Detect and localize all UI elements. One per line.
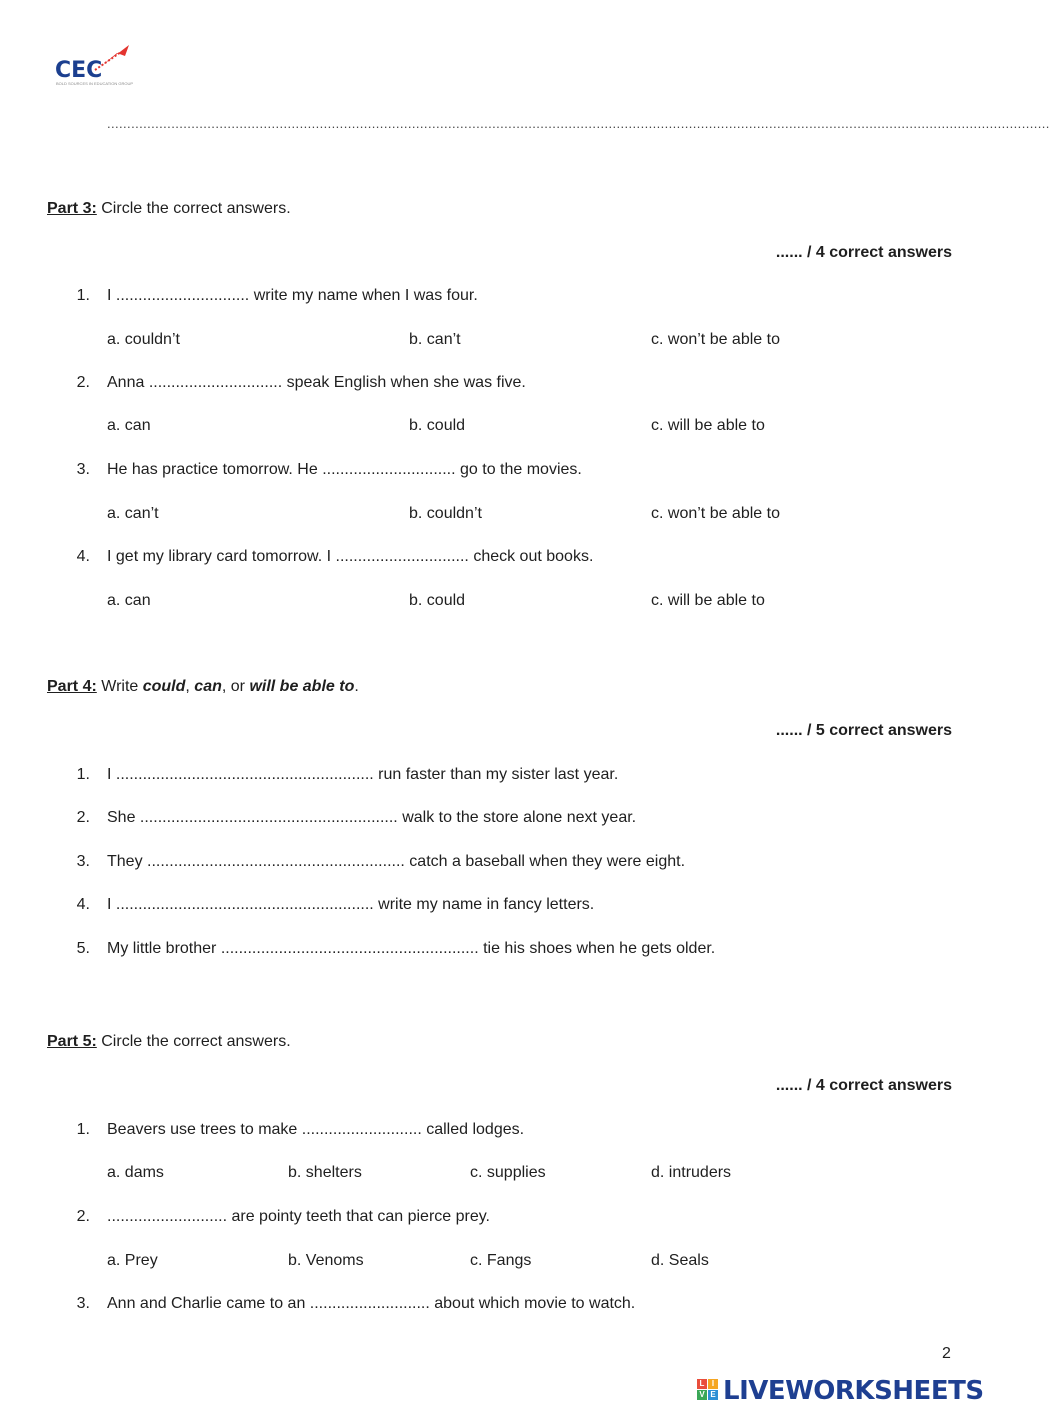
answer-option[interactable]: c. will be able to: [651, 417, 765, 434]
part5-heading: [47, 1032, 291, 1052]
question-number: 3.: [76, 461, 90, 478]
answer-option[interactable]: a. can: [107, 417, 151, 434]
answer-option[interactable]: a. Prey: [107, 1252, 158, 1269]
answer-option[interactable]: c. won’t be able to: [651, 505, 780, 522]
answer-option[interactable]: a. couldn’t: [107, 331, 180, 348]
brand-block-l: L: [697, 1379, 707, 1389]
question-number: 2.: [76, 809, 90, 826]
question-number: 1.: [76, 1121, 90, 1138]
question-number: 4.: [76, 548, 90, 565]
part4-word-will-be-able-to: will be able to: [249, 678, 355, 695]
fill-in-sentence[interactable]: They .......................................................... catch a baseball when they were eight.: [107, 853, 686, 870]
part4-score: ...... / 5 correct answers: [775, 722, 952, 739]
brand-block-e: E: [708, 1390, 718, 1400]
part4-word-can: can: [194, 678, 222, 695]
part3-score: ...... / 4 correct answers: [775, 244, 952, 261]
part4-instruction-end: .: [354, 678, 359, 695]
part5-instruction: Circle the correct answers.: [101, 1033, 291, 1050]
question-number: 4.: [76, 896, 90, 913]
answer-option[interactable]: d. intruders: [651, 1164, 732, 1181]
cec-logo: [55, 44, 135, 88]
answer-dotted-line: ...........................................................................................................................................................................................................................................: [107, 116, 1050, 131]
brand-block-i: I: [708, 1379, 718, 1389]
answer-option[interactable]: c. Fangs: [470, 1252, 532, 1269]
brand-blocks-icon: [697, 1379, 723, 1403]
question-text: Beavers use trees to make ........................... called lodges.: [107, 1121, 525, 1138]
brand-block-v: V: [697, 1390, 707, 1400]
logo-text: CEC: [55, 58, 103, 83]
part4-label: Part 4:: [47, 678, 97, 695]
part3-instruction: Circle the correct answers.: [101, 200, 291, 217]
fill-in-sentence[interactable]: I .......................................................... run faster than my sister last year.: [107, 766, 619, 783]
question-number: 2.: [76, 374, 90, 391]
answer-option[interactable]: b. shelters: [288, 1164, 362, 1181]
question-text: Ann and Charlie came to an ........................... about which movie to watch.: [107, 1295, 636, 1312]
answer-option[interactable]: b. can’t: [409, 331, 461, 348]
fill-in-sentence[interactable]: I .......................................................... write my name in fancy letters.: [107, 896, 595, 913]
question-text: I .............................. write my name when I was four.: [107, 287, 478, 304]
part3-label: Part 3:: [47, 200, 97, 217]
answer-option[interactable]: c. supplies: [470, 1164, 546, 1181]
part5-score: ...... / 4 correct answers: [775, 1077, 952, 1094]
answer-option[interactable]: b. could: [409, 592, 466, 609]
answer-option[interactable]: a. can: [107, 592, 151, 609]
answer-option[interactable]: a. can’t: [107, 505, 159, 522]
answer-option[interactable]: c. won’t be able to: [651, 331, 780, 348]
question-number: 1.: [76, 766, 90, 783]
part3-heading: [47, 199, 291, 219]
answer-option[interactable]: a. dams: [107, 1164, 164, 1181]
question-number: 3.: [76, 1295, 90, 1312]
part4-instruction-pre: Write: [101, 678, 143, 695]
logo-subtitle: BOLD SOURCES IN EDUCATION GROUP: [56, 81, 134, 86]
answer-option[interactable]: d. Seals: [651, 1252, 709, 1269]
fill-in-sentence[interactable]: My little brother .......................................................... tie his shoes when he gets older.: [107, 940, 716, 957]
part5-label: Part 5:: [47, 1033, 97, 1050]
page-number: 2: [942, 1345, 951, 1362]
answer-option[interactable]: b. could: [409, 417, 466, 434]
question-text: I get my library card tomorrow. I .............................. check out books.: [107, 548, 594, 565]
question-text: ........................... are pointy teeth that can pierce prey.: [107, 1208, 490, 1225]
brand-text: LIVEWORKSHEETS: [723, 1376, 984, 1406]
question-text: Anna .............................. speak English when she was five.: [107, 374, 526, 391]
question-number: 1.: [76, 287, 90, 304]
part4-sep2: , or: [221, 678, 250, 695]
question-number: 5.: [76, 940, 90, 957]
question-number: 3.: [76, 853, 90, 870]
answer-option[interactable]: c. will be able to: [651, 592, 765, 609]
part4-word-could: could: [142, 678, 186, 695]
question-number: 2.: [76, 1208, 90, 1225]
answer-option[interactable]: b. couldn’t: [409, 505, 482, 522]
fill-in-sentence[interactable]: She .......................................................... walk to the store alone next year.: [107, 809, 637, 826]
part4-heading: [47, 677, 359, 697]
part4-sep1: ,: [185, 678, 195, 695]
question-text: He has practice tomorrow. He .............................. go to the movies.: [107, 461, 582, 478]
answer-option[interactable]: b. Venoms: [288, 1252, 364, 1269]
